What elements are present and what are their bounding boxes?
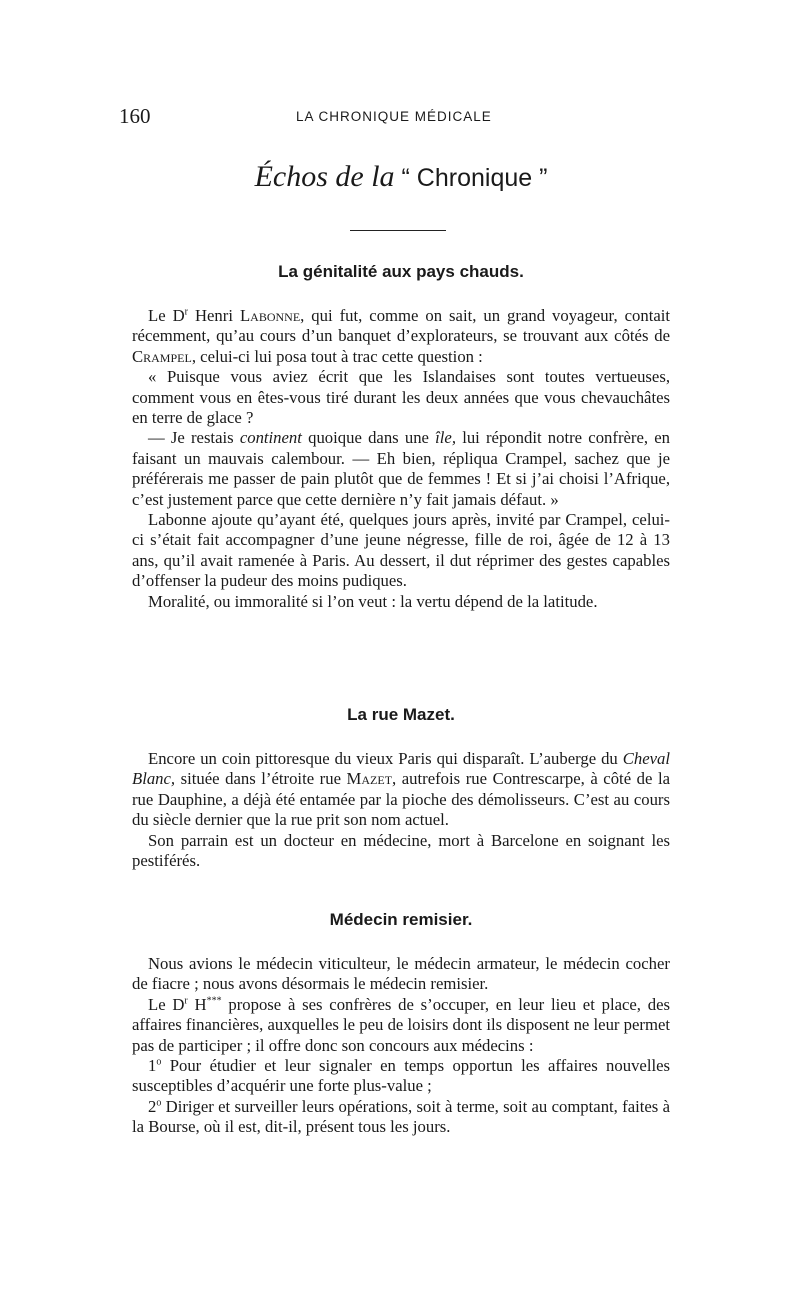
article-rue-mazet	[132, 705, 670, 871]
section-title	[132, 160, 670, 194]
paragraph: « Puisque vous aviez écrit que les Islandaises sont toutes vertueuses, comment vous en êtes-vous tiré durant les deux années que vous chevauchâtes en terre de glace ?	[132, 367, 670, 428]
article-medecin-remisier	[132, 910, 670, 1138]
paragraph: — Je restais continent quoique dans une île, lui répondit notre confrère, en faisant un mauvais calembour. — Eh bien, répliqua Crampel, sachez que je préférerais me passer de pain plutôt que de femmes ! Et si j’ai choisi l’Afrique, c’est justement parce que cette dernière n’y fait jamais défaut. »	[132, 428, 670, 509]
page-number: 160	[119, 104, 151, 128]
paragraph: Son parrain est un docteur en médecine, mort à Barcelone en soignant les pestiférés.	[132, 830, 670, 871]
paragraph: 1$^o$ Pour étudier et leur signaler en temps opportun les affaires nouvelles susceptibles d’acquérir une forte plus-value ;	[132, 1056, 670, 1096]
section-title-script: Échos de la	[254, 160, 395, 193]
paragraph: Le $D^r$ Henri Labonne, qui fut, comme on sait, un grand voyageur, contait récemment, qu’au cours d’un banquet d’explorateurs, se trouvant aux côtés de Crampel, celui-ci lui posa tout à trac cette question :	[132, 306, 671, 366]
article-genitalite	[132, 262, 670, 612]
article-body	[132, 749, 670, 871]
section-title-quoted: “ Chronique ”	[401, 164, 548, 192]
journal-title: LA CHRONIQUE MÉDICALE	[296, 109, 492, 124]
paragraph: Le $D^r$ H*** propose à ses confrères de s’occuper, en leur lieu et place, des affaires financières, auxquelles le peu de loisirs dont ils disposent ne leur permet pas de participer ; il offre donc son concours aux médecins :	[132, 994, 670, 1055]
paragraph: Nous avions le médecin viticulteur, le médecin armateur, le médecin cocher de fiacre ; nous avons désormais le médecin remisier.	[132, 954, 670, 994]
paragraph: Labonne ajoute qu’ayant été, quelques jours après, invité par Crampel, celui-ci s’était fait accompagner d’une jeune négresse, fille de roi, âgée de 12 à 13 ans, qu’il avait ramenée à Paris. Au dessert, il dut réprimer des gestes capables d’offenser la pudeur des moins pudiques.	[132, 510, 670, 591]
article-body	[132, 954, 670, 1138]
article-heading: La rue Mazet.	[347, 705, 455, 724]
article-heading: La génitalité aux pays chauds.	[278, 262, 524, 281]
paragraph: Moralité, ou immoralité si l’on veut : la vertu dépend de la latitude.	[148, 591, 598, 611]
article-heading: Médecin remisier.	[329, 910, 473, 929]
paragraph: Encore un coin pittoresque du vieux Paris qui disparaît. L’auberge du Cheval Blanc, située dans l’étroite rue Mazet, autrefois rue Contrescarpe, à côté de la rue Dauphine, a déjà été entamée par la pioche des démolisseurs. C’est au cours du siècle dernier que la rue prit son nom actuel.	[132, 749, 671, 830]
divider-rule	[350, 230, 446, 231]
article-body	[132, 306, 670, 612]
paragraph: 2$^o$ Diriger et surveiller leurs opérations, soit à terme, soit au comptant, faites à la Bourse, où il est, dit-il, présent tous les jours.	[132, 1096, 670, 1137]
running-head	[119, 104, 670, 128]
